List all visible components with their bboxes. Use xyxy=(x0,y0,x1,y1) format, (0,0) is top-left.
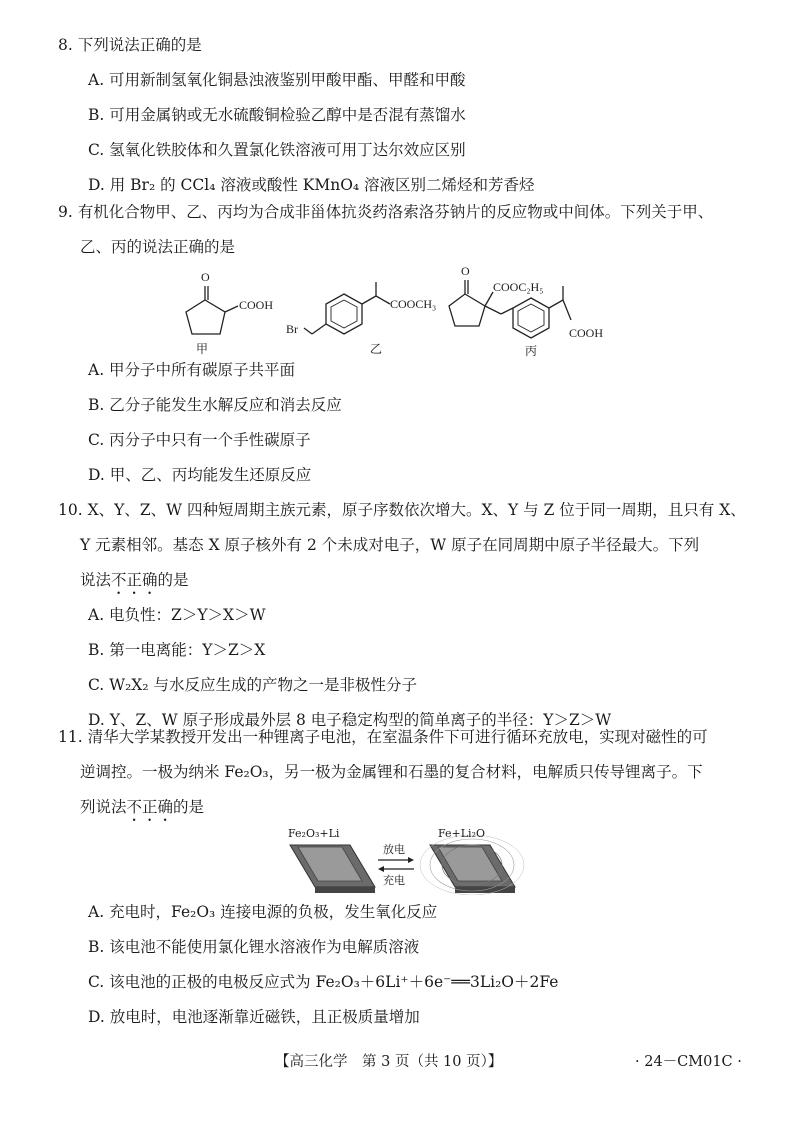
question-9-option-d: D. 甲、乙、丙均能发生还原反应 xyxy=(88,466,312,484)
question-11-option-b: B. 该电池不能使用氯化锂水溶液作为电解质溶液 xyxy=(88,938,420,956)
question-10-option-b: B. 第一电离能：Y＞Z＞X xyxy=(88,641,266,659)
battery-left-label: Fe₂O₃+Li xyxy=(288,827,340,840)
question-8 xyxy=(58,28,758,203)
question-10-stem-line-1: 10. X、Y、Z、W 四种短周期主族元素，原子序数依次增大。X、Y 与 Z 位于同一周期，且只有 X、 xyxy=(58,501,746,519)
structure-jia-cooh: COOH xyxy=(239,298,274,312)
question-11 xyxy=(58,720,758,825)
question-11-option-d: D. 放电时，电池逐渐靠近磁铁，且正极质量增加 xyxy=(88,1008,420,1026)
structure-bing-oxygen: O xyxy=(461,264,470,278)
question-9-option-a: A. 甲分子中所有碳原子共平面 xyxy=(88,361,296,379)
question-11-option-a: A. 充电时，Fe₂O₃ 连接电源的负极，发生氧化反应 xyxy=(88,903,438,921)
question-11-options xyxy=(58,895,758,1035)
battery-right-label: Fe+Li₂O xyxy=(438,827,486,840)
structure-bing-drawing xyxy=(445,262,635,362)
question-11-stem-line-1: 11. 清华大学某教授开发出一种锂离子电池，在室温条件下可进行循环充放电，实现对磁性的可 xyxy=(58,728,708,746)
structure-jia-drawing xyxy=(170,270,280,360)
structure-bing xyxy=(445,262,635,362)
question-10-stem-line-2: Y 元素相邻。基态 X 原子核外有 2 个未成对电子，W 原子在同周期中原子半径最大。下列 xyxy=(80,536,700,554)
page-footer-center: 【高三化学 第 3 页（共 10 页）】 xyxy=(275,1054,503,1070)
question-9-stem-line-1: 9. 有机化合物甲、乙、丙均为合成非甾体抗炎药洛索洛芬钠片的反应物或中间体。下列关于甲、 xyxy=(58,203,714,221)
question-11-stem-line-2: 逆调控。一极为纳米 Fe₂O₃，另一极为金属锂和石墨的复合材料，电解质只传导锂离子。下 xyxy=(80,763,703,781)
question-9-options xyxy=(58,353,758,493)
structure-jia xyxy=(170,270,280,360)
question-10-emphasis: 不正确 xyxy=(111,571,158,589)
question-8-option-b: B. 可用金属钠或无水硫酸铜检验乙醇中是否混有蒸馏水 xyxy=(88,106,466,124)
question-8-stem: 8. 下列说法正确的是 xyxy=(58,36,202,54)
structure-yi xyxy=(282,272,462,364)
question-8-option-c: C. 氢氧化铁胶体和久置氯化铁溶液可用丁达尔效应区别 xyxy=(88,141,466,159)
discharge-label: 放电 xyxy=(383,843,405,856)
battery-figure xyxy=(280,825,540,895)
question-10-stem-line-3 xyxy=(58,563,758,598)
structure-bing-label: 丙 xyxy=(525,344,538,358)
question-10-option-d: D. Y、Z、W 原子形成最外层 8 电子稳定构型的简单离子的半径：Y＞Z＞W xyxy=(88,711,612,729)
question-10-stem-text: 说法 xyxy=(80,571,112,589)
question-11-emphasis: 不正确 xyxy=(126,798,174,816)
question-10-option-c: C. W₂X₂ 与水反应生成的产物之一是非极性分子 xyxy=(88,676,417,694)
structure-jia-label: 甲 xyxy=(196,342,209,356)
question-8-option-d: D. 用 Br₂ 的 CCl₄ 溶液或酸性 KMnO₄ 溶液区别二烯烃和芳香烃 xyxy=(88,176,535,194)
structure-yi-br: Br xyxy=(286,322,298,336)
page-footer-code: · 24－CM01C · xyxy=(635,1054,742,1070)
structure-bing-cooh: COOH xyxy=(569,326,604,340)
structure-bing-cooc2h5: COOC₂H₅ xyxy=(493,280,544,294)
question-11-option-c: C. 该电池的正极的电极反应式为 Fe₂O₃＋6Li⁺＋6e⁻══3Li₂O＋2Fe xyxy=(88,973,559,991)
question-9-stem-line-2: 乙、丙的说法正确的是 xyxy=(80,238,236,256)
structure-yi-label: 乙 xyxy=(370,342,383,356)
charge-label: 充电 xyxy=(383,874,405,887)
question-10 xyxy=(58,493,758,738)
question-8-option-a: A. 可用新制氢氧化铜悬浊液鉴别甲酸甲酯、甲醛和甲酸 xyxy=(88,71,466,89)
question-11-stem-text: 列说法 xyxy=(80,798,127,816)
structure-jia-oxygen: O xyxy=(201,270,210,284)
question-11-stem-line-3 xyxy=(58,790,758,825)
question-11-stem-end: 的是 xyxy=(173,798,205,816)
question-9-option-b: B. 乙分子能发生水解反应和消去反应 xyxy=(88,396,342,414)
question-9 xyxy=(58,195,758,265)
question-9-option-c: C. 丙分子中只有一个手性碳原子 xyxy=(88,431,311,449)
question-10-option-a: A. 电负性：Z＞Y＞X＞W xyxy=(88,606,266,624)
question-10-stem-end: 的是 xyxy=(157,571,189,589)
structure-yi-cooch3: COOCH₃ xyxy=(390,297,437,311)
